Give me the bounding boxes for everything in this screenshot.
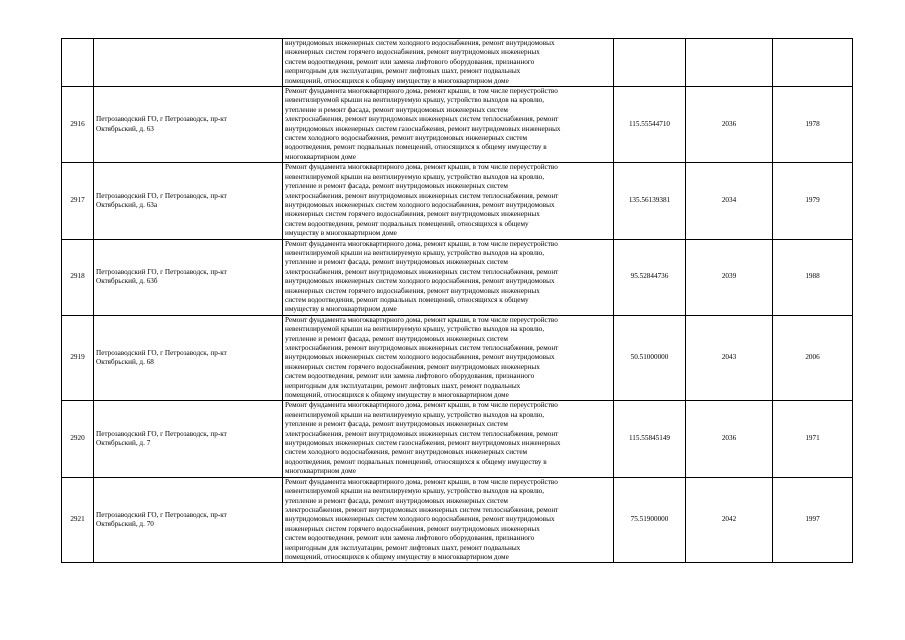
build-year-cell: 1988 (773, 239, 853, 315)
row-number-cell: 2919 (62, 315, 94, 401)
work-description-line: имуществу в многоквартирном доме (285, 229, 397, 238)
address-line: Октябрьский, д. 70 (96, 520, 154, 529)
work-description-line: систем водоотведения, ремонт или замена лифтового оборудования, признанного (285, 57, 535, 66)
capital-repair-table (61, 38, 853, 563)
value-cell: 95.52844736 (614, 239, 686, 315)
work-description-line: многоквартирном доме (285, 467, 356, 476)
work-description-line: систем водоотведения, ремонт подвальных помещений, относящихся к общему (285, 295, 529, 304)
table-row (62, 315, 853, 401)
work-description-line: утепление и ремонт фасада, ремонт внутридомовых инженерных систем (285, 182, 508, 191)
work-description-line: инженерных систем горячего водоснабжения, ремонт внутридомовых инженерных (285, 286, 540, 295)
planned-year-cell (686, 39, 773, 87)
work-description-cell (283, 239, 614, 315)
table-row (62, 401, 853, 477)
work-description-line: внутридомовых инженерных систем газоснабжения, ремонт внутридомовых инженерных (285, 439, 561, 448)
work-description-cell (283, 39, 614, 87)
row-number-cell: 2920 (62, 401, 94, 477)
work-description-cell (283, 401, 614, 477)
work-description-line: внутридомовых инженерных систем газоснабжения, ремонт внутридомовых инженерных (285, 124, 561, 133)
work-description-line: электроснабжения, ремонт внутридомовых инженерных систем теплоснабжения, ремонт (285, 429, 559, 438)
address-line: Октябрьский, д. 68 (96, 358, 154, 367)
build-year-cell: 2006 (773, 315, 853, 401)
value-cell: 115.55544710 (614, 87, 686, 163)
work-description-line: непригодным для эксплуатации, ремонт лифтовых шахт, ремонт подвальных (285, 381, 521, 390)
work-description-line: систем водоотведения, ремонт или замена лифтового оборудования, признанного (285, 372, 535, 381)
work-description-line: систем холодного водоснабжения, ремонт внутридомовых инженерных систем (285, 134, 528, 143)
address-cell (94, 87, 283, 163)
table-row (62, 39, 853, 87)
work-description-line: внутридомовых инженерных систем холодного водоснабжения, ремонт внутридомовых (285, 200, 555, 209)
work-description-line: внутридомовых инженерных систем холодного водоснабжения, ремонт внутридомовых (285, 515, 555, 524)
address-line: Октябрьский, д. 63 (96, 124, 154, 133)
work-description-line: Ремонт фундамента многоквартирного дома, ремонт крыши, в том числе переустройство (285, 163, 558, 172)
work-description-line: многоквартирном доме (285, 152, 356, 161)
work-description-line: инженерных систем горячего водоснабжения, ремонт внутридомовых инженерных (285, 524, 540, 533)
work-description-line: инженерных систем горячего водоснабжения, ремонт внутридомовых инженерных (285, 48, 540, 57)
planned-year-cell: 2042 (686, 477, 773, 563)
build-year-cell (773, 39, 853, 87)
work-description-line: Ремонт фундамента многоквартирного дома, ремонт крыши, в том числе переустройство (285, 401, 558, 410)
work-description-line: утепление и ремонт фасада, ремонт внутридомовых инженерных систем (285, 258, 508, 267)
address-cell (94, 401, 283, 477)
address-cell (94, 239, 283, 315)
planned-year-cell: 2039 (686, 239, 773, 315)
planned-year-cell: 2036 (686, 87, 773, 163)
address-line: Петрозаводский ГО, г Петрозаводск, пр-кт (96, 348, 227, 357)
work-description-line: электроснабжения, ремонт внутридомовых инженерных систем теплоснабжения, ремонт (285, 267, 559, 276)
table-row (62, 87, 853, 163)
planned-year-cell: 2034 (686, 163, 773, 239)
work-description-line: Ремонт фундамента многоквартирного дома, ремонт крыши, в том числе переустройство (285, 315, 558, 324)
table-row (62, 163, 853, 239)
work-description-line: внутридомовых инженерных систем холодного водоснабжения, ремонт внутридомовых (285, 277, 555, 286)
build-year-cell: 1979 (773, 163, 853, 239)
value-cell (614, 39, 686, 87)
work-description-line: невентилируемой крыши на вентилируемую крышу, устройство выходов на кровлю, (285, 487, 545, 496)
work-description-line: инженерных систем горячего водоснабжения, ремонт внутридомовых инженерных (285, 210, 540, 219)
address-line: Петрозаводский ГО, г Петрозаводск, пр-кт (96, 267, 227, 276)
address-cell (94, 477, 283, 563)
work-description-line: электроснабжения, ремонт внутридомовых инженерных систем теплоснабжения, ремонт (285, 115, 559, 124)
row-number-cell: 2918 (62, 239, 94, 315)
work-description-line: невентилируемой крыши на вентилируемую крышу, устройство выходов на кровлю, (285, 172, 545, 181)
work-description-line: Ремонт фундамента многоквартирного дома, ремонт крыши, в том числе переустройство (285, 239, 558, 248)
work-description-line: электроснабжения, ремонт внутридомовых инженерных систем теплоснабжения, ремонт (285, 505, 559, 514)
table-row (62, 477, 853, 563)
build-year-cell: 1971 (773, 401, 853, 477)
work-description-line: непригодным для эксплуатации, ремонт лифтовых шахт, ремонт подвальных (285, 67, 521, 76)
address-line: Петрозаводский ГО, г Петрозаводск, пр-кт (96, 510, 227, 519)
address-line: Петрозаводский ГО, г Петрозаводск, пр-кт (96, 115, 227, 124)
work-description-line: имуществу в многоквартирном доме (285, 305, 397, 314)
table-body (62, 39, 853, 563)
address-line: Октябрьский, д. 63б (96, 277, 158, 286)
address-cell (94, 39, 283, 87)
row-number-cell: 2921 (62, 477, 94, 563)
work-description-line: водоотведения, ремонт подвальных помещений, относящихся к общему имуществу в (285, 143, 547, 152)
work-description-line: систем холодного водоснабжения, ремонт внутридомовых инженерных систем (285, 448, 528, 457)
work-description-line: водоотведения, ремонт подвальных помещений, относящихся к общему имуществу в (285, 457, 547, 466)
value-cell: 50.51000000 (614, 315, 686, 401)
value-cell: 115.55845149 (614, 401, 686, 477)
work-description-line: невентилируемой крыши на вентилируемую крышу, устройство выходов на кровлю, (285, 96, 545, 105)
work-description-line: помещений, относящихся к общему имуществу в многоквартирном доме (285, 76, 509, 85)
work-description-line: помещений, относящихся к общему имуществу в многоквартирном доме (285, 391, 509, 400)
address-line: Октябрьский, д. 63а (96, 200, 158, 209)
work-description-line: систем водоотведения, ремонт или замена лифтового оборудования, признанного (285, 534, 535, 543)
address-line: Петрозаводский ГО, г Петрозаводск, пр-кт (96, 429, 227, 438)
work-description-line: утепление и ремонт фасада, ремонт внутридомовых инженерных систем (285, 334, 508, 343)
work-description-line: утепление и ремонт фасада, ремонт внутридомовых инженерных систем (285, 496, 508, 505)
address-line: Октябрьский, д. 7 (96, 439, 151, 448)
value-cell: 75.51900000 (614, 477, 686, 563)
work-description-cell (283, 87, 614, 163)
work-description-line: внутридомовых инженерных систем холодного водоснабжения, ремонт внутридомовых (285, 353, 555, 362)
work-description-cell (283, 477, 614, 563)
work-description-line: Ремонт фундамента многоквартирного дома, ремонт крыши, в том числе переустройство (285, 87, 558, 96)
work-description-cell (283, 315, 614, 401)
address-cell (94, 315, 283, 401)
table-row (62, 239, 853, 315)
work-description-line: помещений, относящихся к общему имуществу в многоквартирном доме (285, 552, 509, 561)
work-description-line: невентилируемой крыши на вентилируемую крышу, устройство выходов на кровлю, (285, 248, 545, 257)
planned-year-cell: 2043 (686, 315, 773, 401)
planned-year-cell: 2036 (686, 401, 773, 477)
work-description-line: электроснабжения, ремонт внутридомовых инженерных систем теплоснабжения, ремонт (285, 191, 559, 200)
work-description-line: внутридомовых инженерных систем холодного водоснабжения, ремонт внутридомовых (285, 39, 555, 47)
work-description-line: утепление и ремонт фасада, ремонт внутридомовых инженерных систем (285, 105, 508, 114)
work-description-cell (283, 163, 614, 239)
build-year-cell: 1978 (773, 87, 853, 163)
row-number-cell: 2917 (62, 163, 94, 239)
address-line: Петрозаводский ГО, г Петрозаводск, пр-кт (96, 191, 227, 200)
value-cell: 135.56139381 (614, 163, 686, 239)
work-description-line: утепление и ремонт фасада, ремонт внутридомовых инженерных систем (285, 420, 508, 429)
work-description-line: инженерных систем горячего водоснабжения, ремонт внутридомовых инженерных (285, 362, 540, 371)
row-number-cell: 2916 (62, 87, 94, 163)
work-description-line: электроснабжения, ремонт внутридомовых инженерных систем теплоснабжения, ремонт (285, 344, 559, 352)
work-description-line: непригодным для эксплуатации, ремонт лифтовых шахт, ремонт подвальных (285, 543, 521, 552)
row-number-cell (62, 39, 94, 87)
work-description-line: невентилируемой крыши на вентилируемую крышу, устройство выходов на кровлю, (285, 325, 545, 334)
work-description-line: Ремонт фундамента многоквартирного дома, ремонт крыши, в том числе переустройство (285, 477, 558, 486)
address-cell (94, 163, 283, 239)
work-description-line: систем водоотведения, ремонт подвальных помещений, относящихся к общему (285, 219, 529, 228)
build-year-cell: 1997 (773, 477, 853, 563)
work-description-line: невентилируемой крыши на вентилируемую крышу, устройство выходов на кровлю, (285, 410, 545, 419)
